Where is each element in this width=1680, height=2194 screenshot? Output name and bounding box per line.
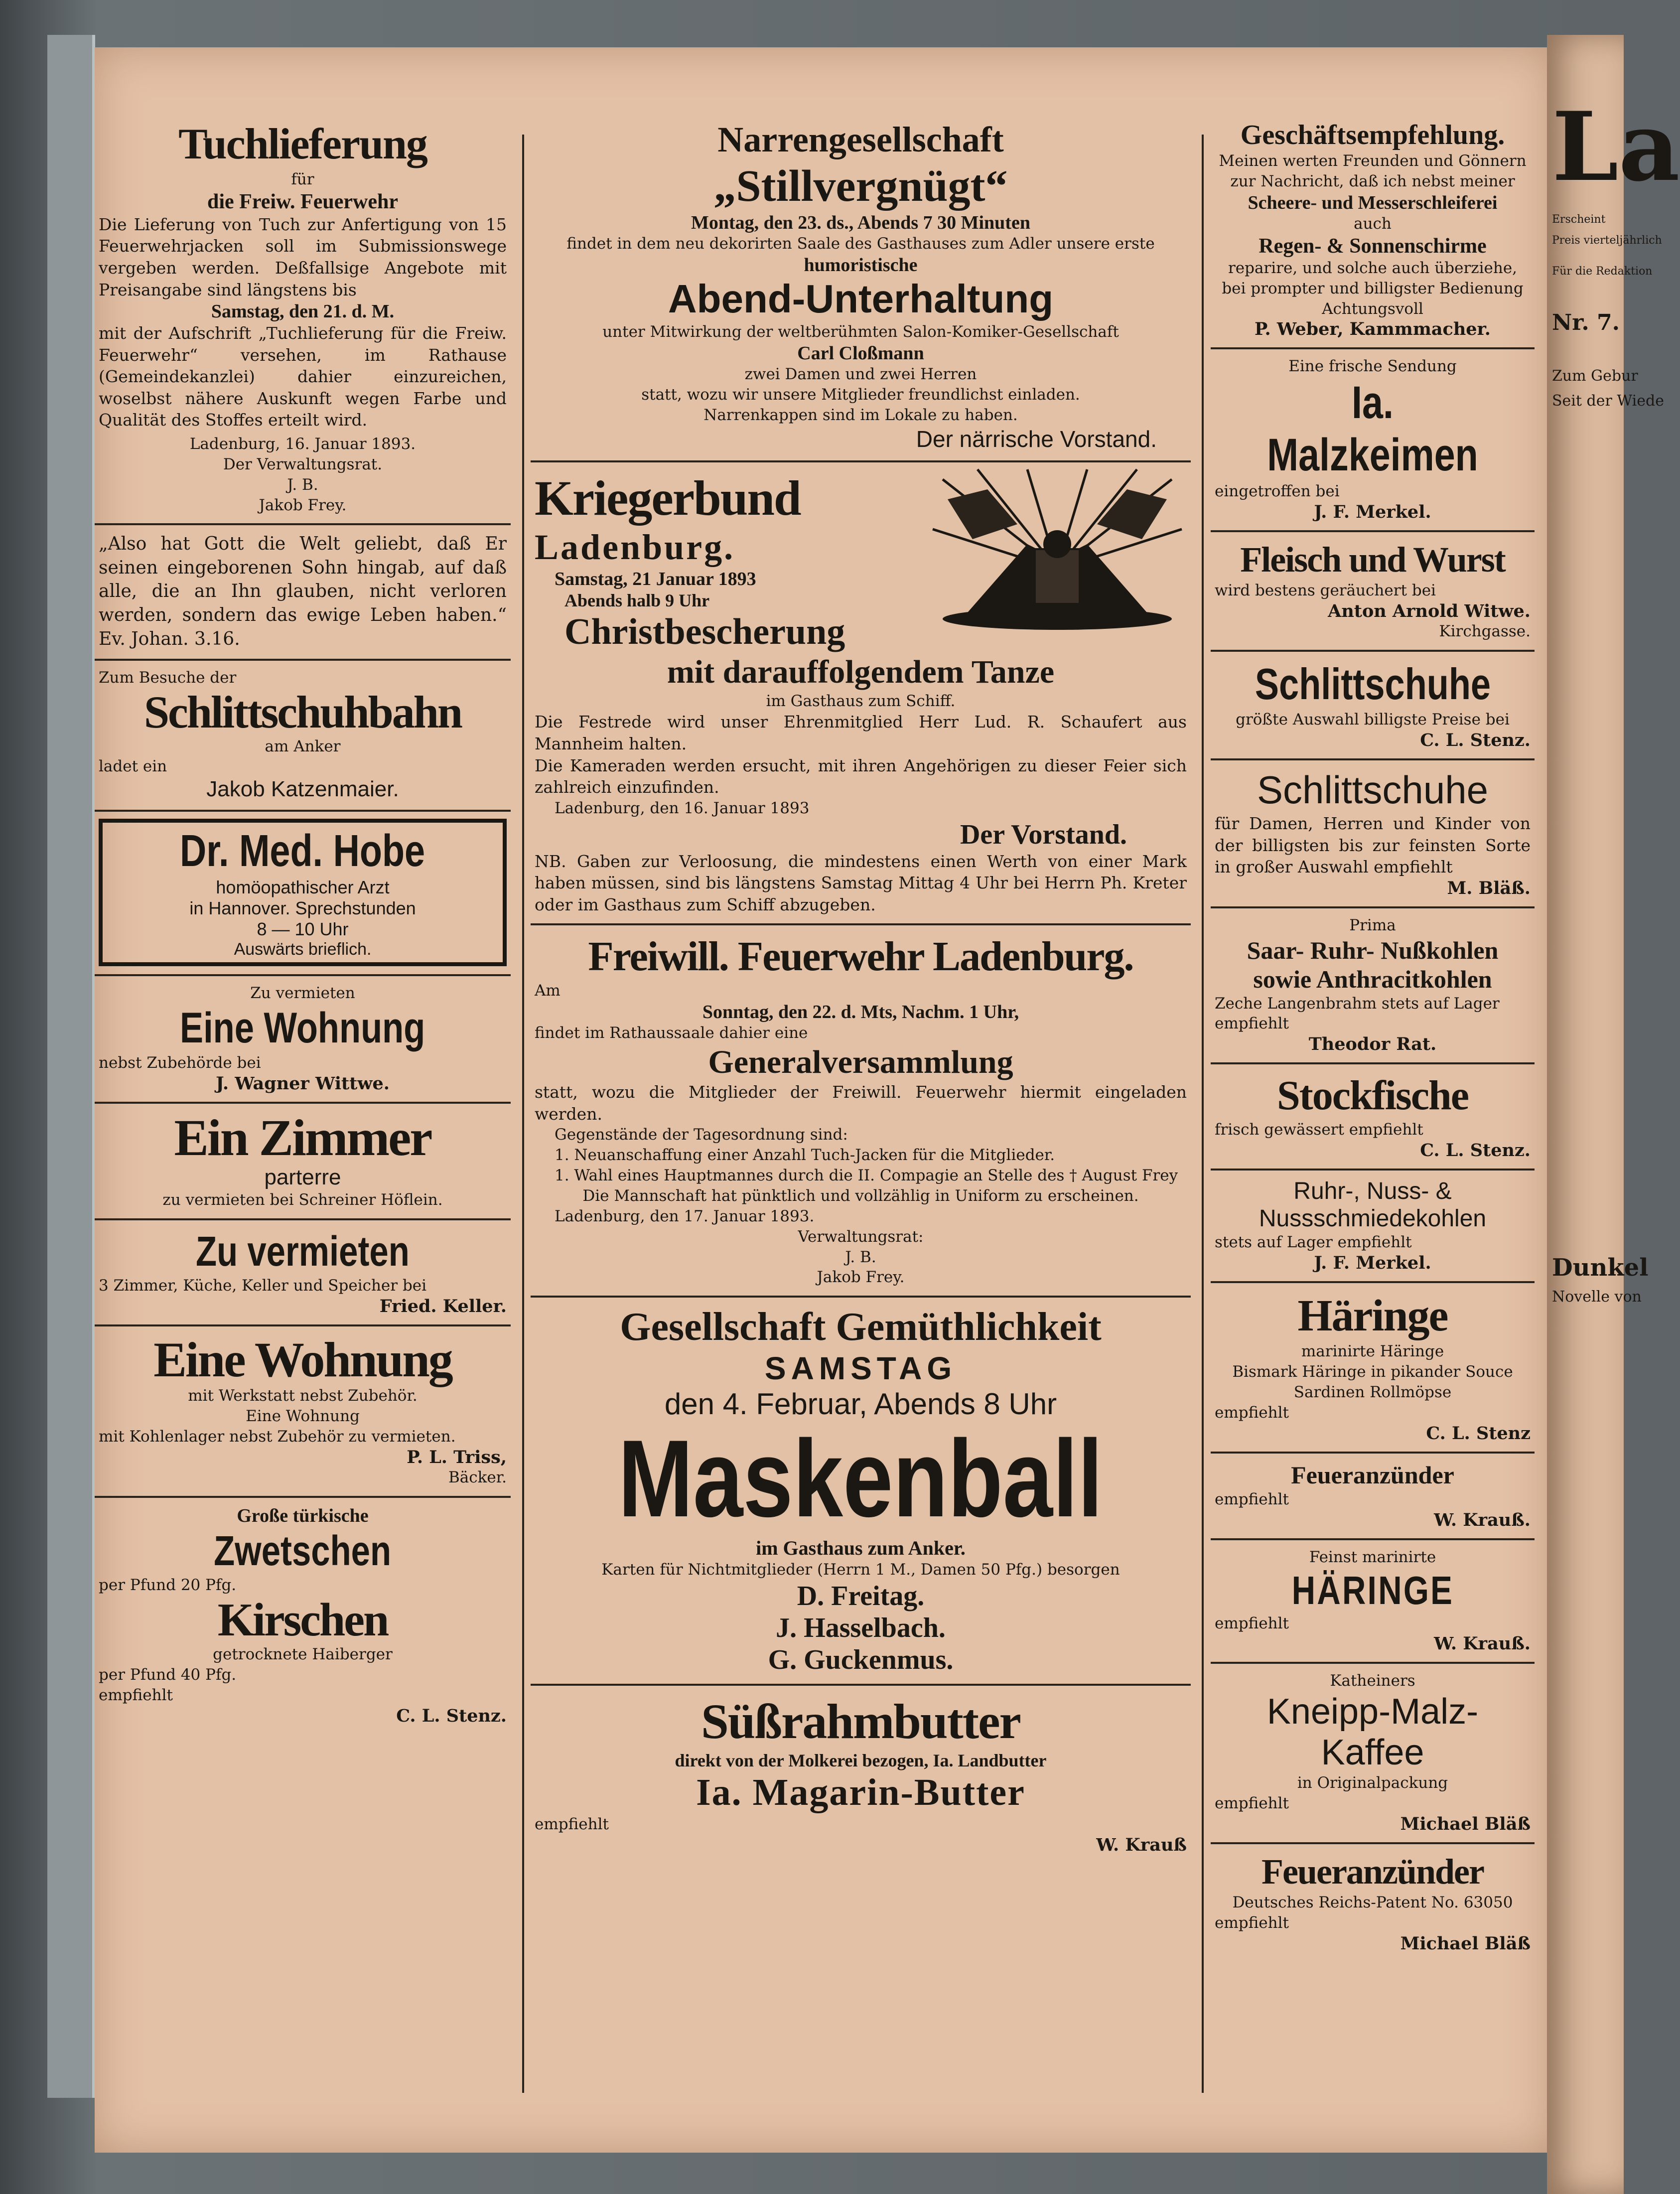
ad-feueranzuender-krauss bbox=[1211, 1454, 1535, 1540]
ad-schlittschuhe-stenz bbox=[1211, 652, 1535, 760]
ad-title: Feueranzünder bbox=[1291, 1461, 1454, 1489]
ad-title: Schlittschuhe bbox=[1257, 767, 1488, 812]
ad-title: Schlittschuhe bbox=[1255, 659, 1491, 709]
ad-title: Zwetschen bbox=[214, 1527, 392, 1574]
crossed-flags-emblem-icon bbox=[928, 469, 1187, 634]
ad-line: nebst Zubehörde bei bbox=[99, 1054, 261, 1072]
ad-line: sowie Anthracitkohlen bbox=[1253, 965, 1492, 993]
ad-kohlen bbox=[1211, 908, 1535, 1065]
ad-line: Saar- Ruhr- Nußkohlen bbox=[1247, 936, 1499, 964]
ad-line: Zeche Langenbrahm stets auf Lager empfiehlt bbox=[1215, 994, 1500, 1033]
ad-line: zu vermieten bei Schreiner Höflein. bbox=[162, 1191, 443, 1209]
ad-line: 1. Neuanschaffung einer Anzahl Tuch-Jacken für die Mitglieder. bbox=[555, 1146, 1055, 1164]
ad-stockfische bbox=[1211, 1064, 1535, 1170]
ad-schlittschuhe-blaess bbox=[1211, 760, 1535, 908]
ad-line: Die Mannschaft hat pünktlich und vollzählig in Uniform zu erscheinen. bbox=[582, 1186, 1139, 1205]
ad-line: parterre bbox=[264, 1165, 341, 1190]
ad-signature: P. L. Triss, bbox=[407, 1447, 507, 1467]
ad-suessrahmbutter bbox=[531, 1686, 1191, 1863]
ad-headline: mit darauffolgendem Tanze bbox=[667, 653, 1055, 690]
right-column bbox=[1211, 112, 1535, 1962]
ad-signature: Anton Arnold Witwe. bbox=[1328, 601, 1531, 622]
ad-line: empfiehlt bbox=[1215, 1490, 1289, 1508]
ad-kriegerbund bbox=[531, 462, 1191, 926]
ad-signature: J. B. bbox=[845, 1248, 876, 1266]
ad-line: mit Kohlenlager nebst Zubehör zu vermieten. bbox=[99, 1427, 456, 1446]
ad-day: SAMSTAG bbox=[764, 1350, 957, 1387]
ad-body: NB. Gaben zur Verloosung, die mindestens einen Werth von einer Mark haben müssen, sind bis längstens Samstag Mittag 4 Uhr bei Herrn Ph. Kreter oder im Gasthaus zum Schiff abzugeben. bbox=[535, 851, 1187, 914]
ad-line: Kirchgasse. bbox=[1439, 622, 1531, 641]
ad-line: größte Auswahl billigste Preise bei bbox=[1236, 711, 1510, 729]
ad-line: empfiehlt bbox=[1215, 1914, 1289, 1932]
ad-title: Freiwill. Feuerwehr Ladenburg. bbox=[588, 933, 1133, 980]
ad-line: für bbox=[291, 170, 314, 188]
ad-haringe-krauss bbox=[1211, 1540, 1535, 1664]
column-rule bbox=[522, 135, 524, 2093]
ad-line: 1. Wahl eines Hauptmannes durch die II. Compagie an Stelle des † August Frey bbox=[555, 1166, 1178, 1184]
ad-date: den 4. Februar, Abends 8 Uhr bbox=[664, 1387, 1057, 1421]
ad-line: in Hannover. Sprechstunden bbox=[189, 898, 416, 919]
left-column bbox=[95, 112, 511, 1734]
np-frag: Seit der Wiede bbox=[1552, 392, 1664, 410]
ad-signature: Der närrische Vorstand. bbox=[916, 426, 1157, 452]
ad-title: Schlittschuhbahn bbox=[143, 686, 462, 737]
ad-signature: J. Hasselbach. bbox=[776, 1612, 946, 1644]
ad-signature: J. Wagner Wittwe. bbox=[216, 1073, 390, 1094]
ad-line: Zum Besuche der bbox=[99, 669, 237, 687]
ad-title: Zu vermieten bbox=[196, 1228, 410, 1275]
ad-title: HÄRINGE bbox=[1291, 1568, 1454, 1612]
ad-line: empfiehlt bbox=[99, 1686, 173, 1705]
adjacent-page bbox=[1547, 35, 1680, 2194]
ad-line: Scheere- und Messerschleiferei bbox=[1248, 192, 1498, 213]
ad-line: Bäcker. bbox=[448, 1468, 507, 1486]
ad-body: Die Kameraden werden ersucht, mit ihren Angehörigen zu dieser Feier sich zahlreich einzufinden. bbox=[535, 755, 1187, 797]
ad-line: zwei Damen und zwei Herren bbox=[744, 365, 977, 383]
ad-kneipp-kaffee bbox=[1211, 1664, 1535, 1844]
ad-signature: W. Krauß. bbox=[1434, 1633, 1531, 1654]
ad-line: Bismark Häringe in pikander Souce bbox=[1232, 1363, 1513, 1381]
ad-line: humoristische bbox=[804, 254, 918, 276]
ad-signature: W. Krauß. bbox=[1434, 1509, 1531, 1530]
ad-line: Achtungsvoll bbox=[1322, 299, 1423, 318]
np-frag: Preis vierteljährlich bbox=[1552, 234, 1662, 247]
ad-title: Gesellschaft Gemüthlichkeit bbox=[620, 1305, 1102, 1349]
ad-maskenball bbox=[531, 1298, 1191, 1686]
ad-line: Gegenstände der Tagesordnung sind: bbox=[555, 1126, 848, 1144]
ad-line: Eine frische Sendung bbox=[1288, 357, 1457, 376]
ad-body: Die Lieferung von Tuch zur Anfertigung von 15 Feuerwehrjacken soll im Submissionswege vergeben werden. Deßfallsige Angebote mit Preisangabe sind längstens bis bbox=[99, 214, 507, 299]
np-frag: Novelle von bbox=[1552, 1288, 1642, 1306]
ad-date: Sonntag, den 22. d. Mts, Nachm. 1 Uhr, bbox=[702, 1002, 1019, 1023]
ad-line: Regen- & Sonnenschirme bbox=[1259, 234, 1487, 258]
ad-price: per Pfund 40 Pfg. bbox=[99, 1666, 237, 1684]
ad-body: „Also hat Gott die Welt geliebt, daß Er seinen eingeborenen Sohn hingab, auf daß alle, die an Ihn glauben, nicht verloren werden, sondern das ewige Leben haben.“ Ev. Johan. 3.16. bbox=[99, 534, 507, 649]
ad-title: Fleisch und Wurst bbox=[1240, 540, 1505, 580]
ad-line: Sardinen Rollmöpse bbox=[1293, 1383, 1452, 1401]
ad-geschaeftsempfehlung bbox=[1211, 112, 1535, 349]
ad-line: Meinen werten Freunden und Gönnern zur Nachricht, daß ich nebst meiner bbox=[1219, 152, 1527, 190]
ad-signature: P. Weber, Kammmacher. bbox=[1255, 319, 1491, 340]
ad-place: Ladenburg, 16. Januar 1893. bbox=[189, 435, 416, 453]
ad-signature: Michael Bläß bbox=[1400, 1814, 1531, 1835]
ad-line: Carl Cloßmann bbox=[797, 342, 924, 364]
ad-body: Die Festrede wird unser Ehrenmitglied Herr Lud. R. Schaufert aus Mannheim halten. bbox=[535, 712, 1187, 753]
np-frag: Dunkel bbox=[1552, 1254, 1649, 1282]
ad-subtitle: die Freiw. Feuerwehr bbox=[207, 190, 398, 213]
ad-signature: J. F. Merkel. bbox=[1314, 502, 1431, 523]
ad-line: empfiehlt bbox=[1215, 1403, 1289, 1422]
ad-title: „Stillvergnügt“ bbox=[713, 161, 1008, 211]
ad-line: Eine Wohnung bbox=[246, 1407, 360, 1426]
ad-zwetschen bbox=[95, 1498, 511, 1734]
ad-line: Nussschmiedekohlen bbox=[1259, 1205, 1487, 1232]
ad-body: statt, wozu die Mitglieder der Freiwill. Feuerwehr hiermit eingeladen werden. bbox=[535, 1082, 1187, 1124]
ad-line: Große türkische bbox=[237, 1505, 369, 1526]
ad-line: Katheiners bbox=[1330, 1672, 1415, 1690]
ad-signature: G. Guckenmus. bbox=[768, 1644, 954, 1676]
ad-signature: Jakob Frey. bbox=[259, 496, 347, 514]
ad-wohnung-triss bbox=[95, 1326, 511, 1498]
ad-wohnung-wagner bbox=[95, 976, 511, 1104]
ad-line: marinirte Häringe bbox=[1301, 1342, 1444, 1361]
ad-title: Ein Zimmer bbox=[174, 1109, 431, 1167]
ad-headline: Abend-Unterhaltung bbox=[668, 276, 1054, 321]
np-masthead: La bbox=[1552, 91, 1680, 202]
ad-line: Deutsches Reichs-Patent No. 63050 bbox=[1232, 1894, 1513, 1912]
ad-line: im Gasthaus zum Anker. bbox=[756, 1537, 966, 1560]
ad-signature: D. Freitag. bbox=[797, 1581, 925, 1612]
np-frag: Für die Redaktion bbox=[1552, 265, 1653, 278]
ad-place: Ladenburg, den 17. Januar 1893. bbox=[555, 1207, 815, 1225]
ad-bible-quote bbox=[95, 525, 511, 661]
ad-title: Eine Wohnung bbox=[153, 1332, 452, 1388]
ad-title: Kneipp-Malz- bbox=[1266, 1692, 1479, 1732]
ad-line: findet im Rathaussaale dahier eine bbox=[535, 1024, 808, 1042]
ad-line: mit Werkstatt nebst Zubehör. bbox=[188, 1387, 418, 1405]
middle-column bbox=[531, 112, 1191, 1863]
ad-signature: Der Verwaltungsrat. bbox=[223, 455, 383, 473]
ad-body: mit der Aufschrift „Tuchlieferung für die Freiw. Feuerwehr“ versehen, im Rathause (Gemeindekanzlei) dahier einzureichen, woselbst nähere Auskunft wegen Farbe und Qualität des Stoffes erteilt wird. bbox=[99, 323, 507, 430]
ad-title: Kaffee bbox=[1321, 1733, 1424, 1773]
ad-title: Geschäftsempfehlung. bbox=[1240, 120, 1505, 150]
np-frag: Nr. 7. bbox=[1552, 310, 1620, 335]
ad-signature: Theodor Rat. bbox=[1308, 1034, 1437, 1055]
ad-line: Auswärts brieflich. bbox=[234, 940, 372, 959]
ad-line: stets auf Lager empfiehlt bbox=[1215, 1233, 1412, 1252]
ad-title: Ia. Malzkeimen bbox=[1267, 377, 1478, 481]
ad-line: empfiehlt bbox=[535, 1815, 609, 1834]
ad-line: empfiehlt bbox=[1215, 1614, 1289, 1632]
ad-date: Montag, den 23. ds., Abends 7 30 Minuten bbox=[691, 212, 1030, 233]
ad-title: Kriegerbund bbox=[535, 470, 801, 526]
ad-signature: Fried. Keller. bbox=[379, 1296, 507, 1317]
ad-price: per Pfund 20 Pfg. bbox=[99, 1576, 237, 1594]
ad-line: findet in dem neu dekorirten Saale des Gasthauses zum Adler unsere erste bbox=[566, 235, 1155, 253]
np-frag: Erscheint bbox=[1552, 213, 1606, 226]
ad-line: eingetroffen bei bbox=[1215, 482, 1340, 501]
np-frag: Zum Gebur bbox=[1552, 367, 1638, 385]
ad-signature: C. L. Stenz. bbox=[1420, 730, 1531, 750]
ad-line: in Originalpackung bbox=[1297, 1774, 1448, 1792]
ad-line: direkt von der Molkerei bezogen, Ia. Landbutter bbox=[675, 1751, 1047, 1771]
ad-headline: Christbescherung bbox=[564, 611, 845, 652]
ad-line: frisch gewässert empfiehlt bbox=[1215, 1121, 1423, 1139]
margin-text-strip bbox=[80, 164, 96, 2108]
ad-line: am Anker bbox=[265, 737, 341, 755]
ad-title: Narrengesellschaft bbox=[717, 120, 1004, 159]
ad-haringe bbox=[1211, 1283, 1535, 1454]
ad-signature: Verwaltungsrat: bbox=[798, 1227, 924, 1246]
ad-signature: Jakob Katzenmaier. bbox=[206, 777, 399, 802]
ad-line: wird bestens geräuchert bei bbox=[1215, 582, 1436, 600]
ad-line: statt, wozu wir unsere Mitglieder freundlichst einladen. bbox=[641, 385, 1080, 404]
ad-title: Stockfische bbox=[1277, 1072, 1468, 1119]
ad-feuerwehr bbox=[531, 925, 1191, 1298]
ad-line: Am bbox=[535, 982, 560, 1000]
ad-line: Ruhr-, Nuss- & bbox=[1293, 1178, 1452, 1205]
ad-signature: Michael Bläß bbox=[1400, 1933, 1531, 1954]
ad-headline: Generalversammlung bbox=[708, 1043, 1013, 1080]
ad-zimmer bbox=[95, 1104, 511, 1220]
ad-signature: Der Vorstand. bbox=[960, 819, 1127, 850]
ad-line: empfiehlt bbox=[1215, 1794, 1289, 1813]
ad-fleisch bbox=[1211, 532, 1535, 652]
ad-line: Prima bbox=[1349, 916, 1396, 934]
ad-date: Abends halb 9 Uhr bbox=[564, 590, 710, 610]
ad-signature: M. Bläß. bbox=[1447, 878, 1531, 898]
ad-line: Narrenkappen sind im Lokale zu haben. bbox=[703, 406, 1018, 424]
ad-signature: J. F. Merkel. bbox=[1314, 1253, 1431, 1274]
ad-line: Feinst marinirte bbox=[1309, 1548, 1436, 1566]
column-rule bbox=[1202, 135, 1204, 2093]
ad-line: ladet ein bbox=[99, 757, 167, 776]
ad-date: Samstag, 21 Januar 1893 bbox=[555, 568, 756, 589]
ad-feueranzuender-blaess bbox=[1211, 1844, 1535, 1962]
ad-line: getrocknete Haiberger bbox=[213, 1645, 393, 1664]
ad-place: Ladenburg, den 16. Januar 1893 bbox=[555, 799, 810, 817]
ad-line: 8 — 10 Uhr bbox=[257, 919, 349, 940]
ad-malzkeimen bbox=[1211, 349, 1535, 532]
ad-signature: C. L. Stenz. bbox=[1420, 1140, 1531, 1161]
ad-ruhr-kohlen bbox=[1211, 1170, 1535, 1283]
ad-headline: Maskenball bbox=[618, 1417, 1103, 1540]
ad-line: Zu vermieten bbox=[250, 984, 355, 1003]
ad-title: Häringe bbox=[1297, 1291, 1448, 1341]
ad-line: Karten für Nichtmitglieder (Herrn 1 M., Damen 50 Pfg.) besorgen bbox=[601, 1561, 1120, 1579]
ad-title: Ladenburg. bbox=[535, 527, 735, 567]
ad-title: Feueranzünder bbox=[1261, 1852, 1484, 1892]
ad-title: Kirschen bbox=[217, 1594, 388, 1646]
ad-title: Dr. Med. Hobe bbox=[180, 826, 425, 877]
ad-headline: Ia. Magarin-Butter bbox=[696, 1771, 1025, 1814]
ad-line: reparire, und solche auch überziehe, bei prompter und billigster Bedienung bbox=[1222, 259, 1524, 297]
ad-title: Süßrahmbutter bbox=[701, 1694, 1020, 1750]
ad-title: Eine Wohnung bbox=[180, 1004, 425, 1052]
ad-zu-vermieten bbox=[95, 1220, 511, 1326]
ad-tuchlieferung bbox=[95, 112, 511, 525]
ad-signature: C. L. Stenz bbox=[1426, 1423, 1531, 1444]
ad-schlittschuhbahn bbox=[95, 661, 511, 812]
ad-narrengesellschaft bbox=[531, 112, 1191, 462]
ad-line: 3 Zimmer, Küche, Keller und Speicher bei bbox=[99, 1277, 427, 1295]
ad-line: unter Mitwirkung der weltberühmten Salon-Komiker-Gesellschaft bbox=[602, 322, 1119, 341]
ad-body: für Damen, Herren und Kinder von der billigsten bis zur feinsten Sorte in großer Auswahl empfiehlt bbox=[1215, 813, 1531, 877]
ad-line: im Gasthaus zum Schiff. bbox=[766, 692, 956, 710]
ad-dr-hobe bbox=[95, 812, 511, 976]
ad-title: Tuchlieferung bbox=[178, 120, 427, 168]
ad-signature: J. B. bbox=[287, 475, 318, 494]
ad-date: Samstag, den 21. d. M. bbox=[211, 301, 395, 322]
ad-signature: W. Krauß bbox=[1096, 1835, 1187, 1856]
ad-line: homöopathischer Arzt bbox=[216, 877, 390, 898]
ad-signature: C. L. Stenz. bbox=[396, 1706, 507, 1727]
ad-signature: Jakob Frey. bbox=[817, 1268, 905, 1287]
ad-line: auch bbox=[1354, 214, 1392, 233]
